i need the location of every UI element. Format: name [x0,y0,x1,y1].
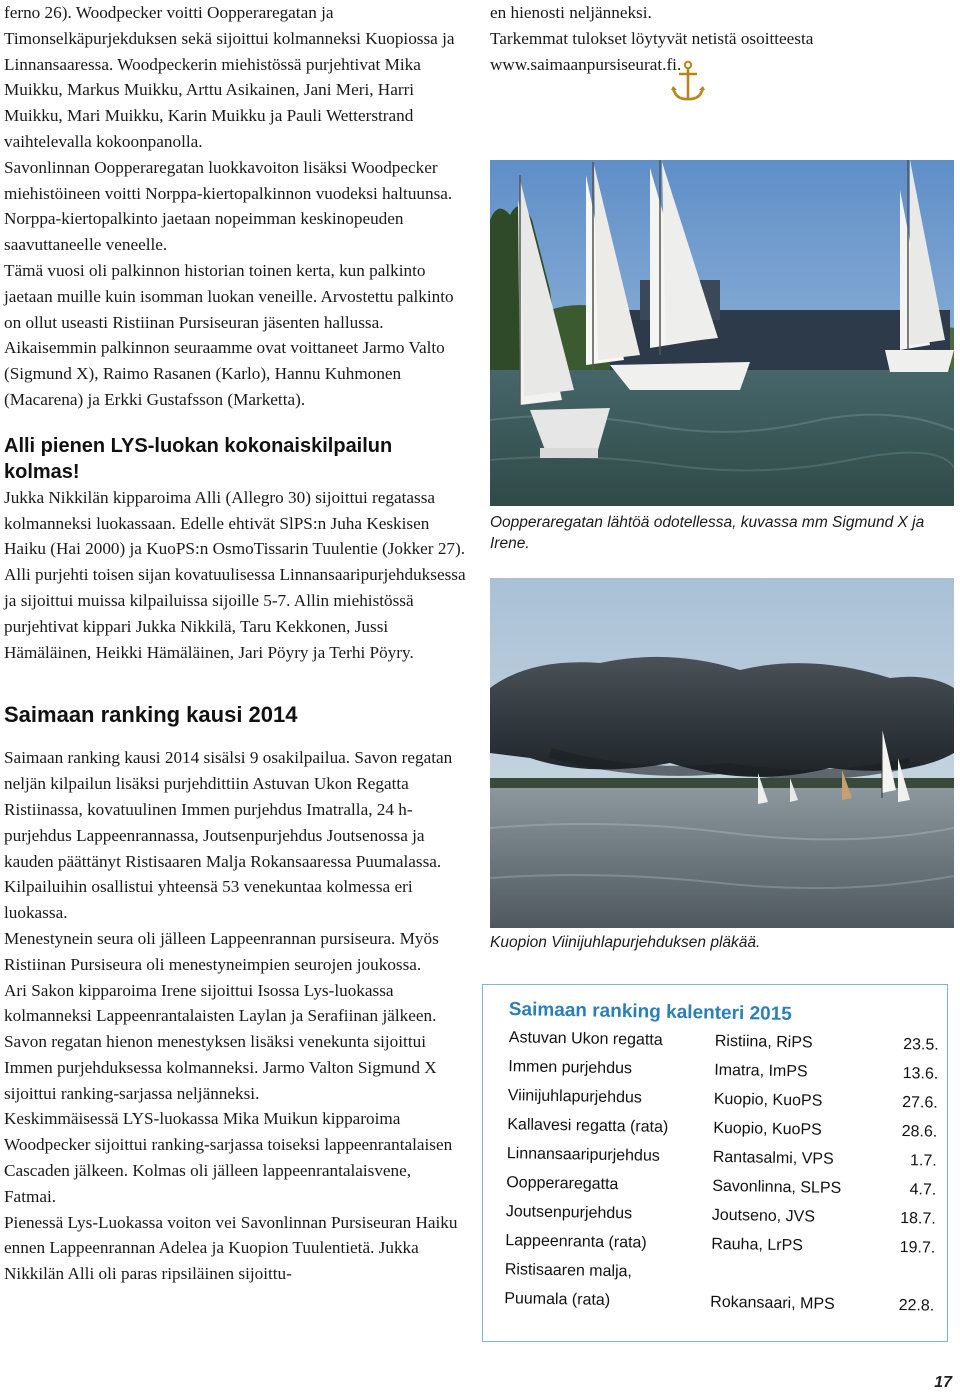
ranking-paragraph-4: Keskimmäisessä LYS-luokassa Mika Muikun kipparoima Woodpecker sijoittui ranking-sarjassa toiseksi lappeenrantalaisen Cascaden jälkeen. Kolmas oli jälleen lappeenrantalaisvene, Fatmai. [4,1109,453,1206]
event-name: Viinijuhlapurjehdus [507,1087,642,1107]
event-place: Joutseno, JVS [711,1206,816,1226]
event-date: 23.5. [903,1036,939,1054]
page-number: 17 [934,1374,952,1391]
event-name: Lappeenranta (rata) [505,1232,647,1252]
photo2-caption: Kuopion Viinijuhlapurjehduksen pläkää. [490,934,761,951]
event-date: 18.7. [900,1210,936,1228]
event-date: 13.6. [902,1065,939,1083]
event-place: Savonlinna, SLPS [712,1177,842,1197]
photo1-caption-wrap [490,512,930,554]
event-place: Rokansaari, MPS [710,1293,835,1313]
event-name: Kallavesi regatta (rata) [507,1116,669,1136]
event-name: Joutsenpurjehdus [505,1203,633,1223]
event-date: 19.7. [899,1239,936,1257]
photo-storm-lake [490,578,954,928]
alli-heading: Alli pienen LYS-luokan kokonaiskilpailun kolmas! [4,434,393,483]
results-line: Tarkemmat tulokset löytyvät netistä osoitteesta www.saimaanpursiseurat.fi. [490,28,814,74]
ranking-paragraph-1: Saimaan ranking kausi 2014 sisälsi 9 osakilpailua. Savon regatan neljän kilpailun lisäksi purjehdittiin Astuvan Ukon Regatta Ristiinassa, kovatuulinen Immen purjehdus Imatralla, 24 h-purjehdus Lappeenrannassa, Joutsenpurjehdus Joutsenossa ja kauden päättänyt Ristisaaren Malja Rokansaaressa Puumalassa. Kilpailuihin osallistui yhteensä 53 venekuntaa kolmessa eri luokassa. [4,748,453,923]
event-name: Linnansaaripurjehdus [506,1145,660,1165]
photo2-caption-wrap [490,932,930,953]
history-paragraph: Tämä vuosi oli palkinnon historian toinen kerta, kun palkinto jaetaan muille kuin isomman luokan veneille. Arvostettu palkinto on ollut useasti Ristiinan Pursiseuran jäsenten hallussa. Aikaisemmin palkinnon seuraamme ovat voittaneet Jarmo Valto (Sigmund X), Raimo Rasanen (Karlo), Hannu Kuhmonen (Macarena) ja Erkki Gustafsson (Marketta). [4,260,454,409]
event-date: 22.8. [898,1297,935,1315]
event-date: 4.7. [909,1181,937,1199]
event-date: 28.6. [901,1123,938,1141]
ranking-paragraph-3: Ari Sakon kipparoima Irene sijoittui Isossa Lys-luokassa kolmanneksi Lappeenrantalaisten Laylan ja Serafiinan jälkeen. Savon regatan hienon menestyksen lisäksi venekunta sijoittui Immen purjehduksessa kolmanneksi. Jarmo Valton Sigmund X sijoittui ranking-sarjassa neljänneksi. [4,980,437,1103]
event-date: 27.6. [902,1094,938,1112]
ranking-paragraph-2: Menestynein seura oli jälleen Lappeenrannan pursiseura. Myös Ristiinan Pursiseura oli menestyneimpien seurojen joukossa. [4,928,439,974]
event-name: Astuvan Ukon regatta [508,1029,663,1049]
event-name: Ristisaaren malja, [504,1261,633,1281]
ranking-paragraph-5: Pienessä Lys-Luokassa voiton vei Savonlinnan Pursiseuran Haiku ennen Lappeenrannan Adelea ja Kuopion Tuulentietä. Jukka Nikkilän Alli oli paras ripsiläinen sijoittu- [4,1212,458,1284]
event-place: Rantasalmi, VPS [712,1148,834,1168]
event-place: Ristiina, RiPS [714,1032,813,1052]
event-place: Kuopio, KuoPS [713,1119,822,1139]
left-column [4,0,466,1287]
event-place: Rauha, LrPS [711,1235,804,1255]
photo-sailboats-regatta [490,160,954,506]
event-place: Imatra, ImPS [714,1061,808,1081]
ranking-heading: Saimaan ranking kausi 2014 [4,702,298,728]
event-place: Kuopio, KuoPS [713,1090,823,1110]
photo1-caption: Oopperaregatan lähtöä odotellessa, kuvassa mm Sigmund X ja Irene. [490,514,925,552]
alli-paragraph: Jukka Nikkilän kipparoima Alli (Allegro 30) sijoittui regatassa kolmanneksi luokassaan. Edelle ehtivät SlPS:n Juha Keskisen Haiku (Hai 2000) ja KuoPS:n OsmoTissarin Tuulentie (Jokker 27). Alli purjehti toisen sijan kovatuulisessa Linnansaaripurjehduksessa ja sijoittui muissa kilpailuissa sijoille 5-7. Allin miehistössä purjehtivat kippari Jukka Nikkilä, Taru Kekkonen, Jussi Hämäläinen, Heikki Hämäläinen, Jari Pöyry ja Terhi Pöyry. [4,487,466,662]
continuation-text: en hienosti neljänneksi. [490,3,652,22]
intro-paragraph: ferno 26). Woodpecker voitti Oopperaregatan ja Timonselkäpurjekduksen sekä sijoittui kolmanneksi Kuopiossa ja Linnansaaressa. Woodpeckerin miehistössä purjehtivat Mika Muikku, Markus Muikku, Arttu Asikainen, Jani Meri, Harri Muikku, Mari Muikku, Karin Muikku ja Pauli Wetterstrand vaihtelevalla kokoonpanolla. [4,3,455,151]
event-name: Puumala (rata) [504,1290,611,1309]
ranking-calendar-box [482,984,948,1342]
event-name: Immen purjehdus [508,1058,633,1078]
right-column [490,0,954,77]
event-name: Oopperaregatta [506,1174,619,1194]
event-date: 1.7. [909,1152,937,1170]
anchor-icon [668,60,708,109]
calendar-table [494,1029,939,1327]
norppa-paragraph: Savonlinnan Oopperaregatan luokkavoiton lisäksi Woodpecker miehistöineen voitti Norppa-kiertopalkinnon vuodeksi haltuunsa. Norppa-kiertopalkinto jaetaan nopeimman keskinopeuden saavuttaneelle veneelle. [4,157,453,255]
calendar-title: Saimaan ranking kalenteri 2015 [508,999,793,1025]
